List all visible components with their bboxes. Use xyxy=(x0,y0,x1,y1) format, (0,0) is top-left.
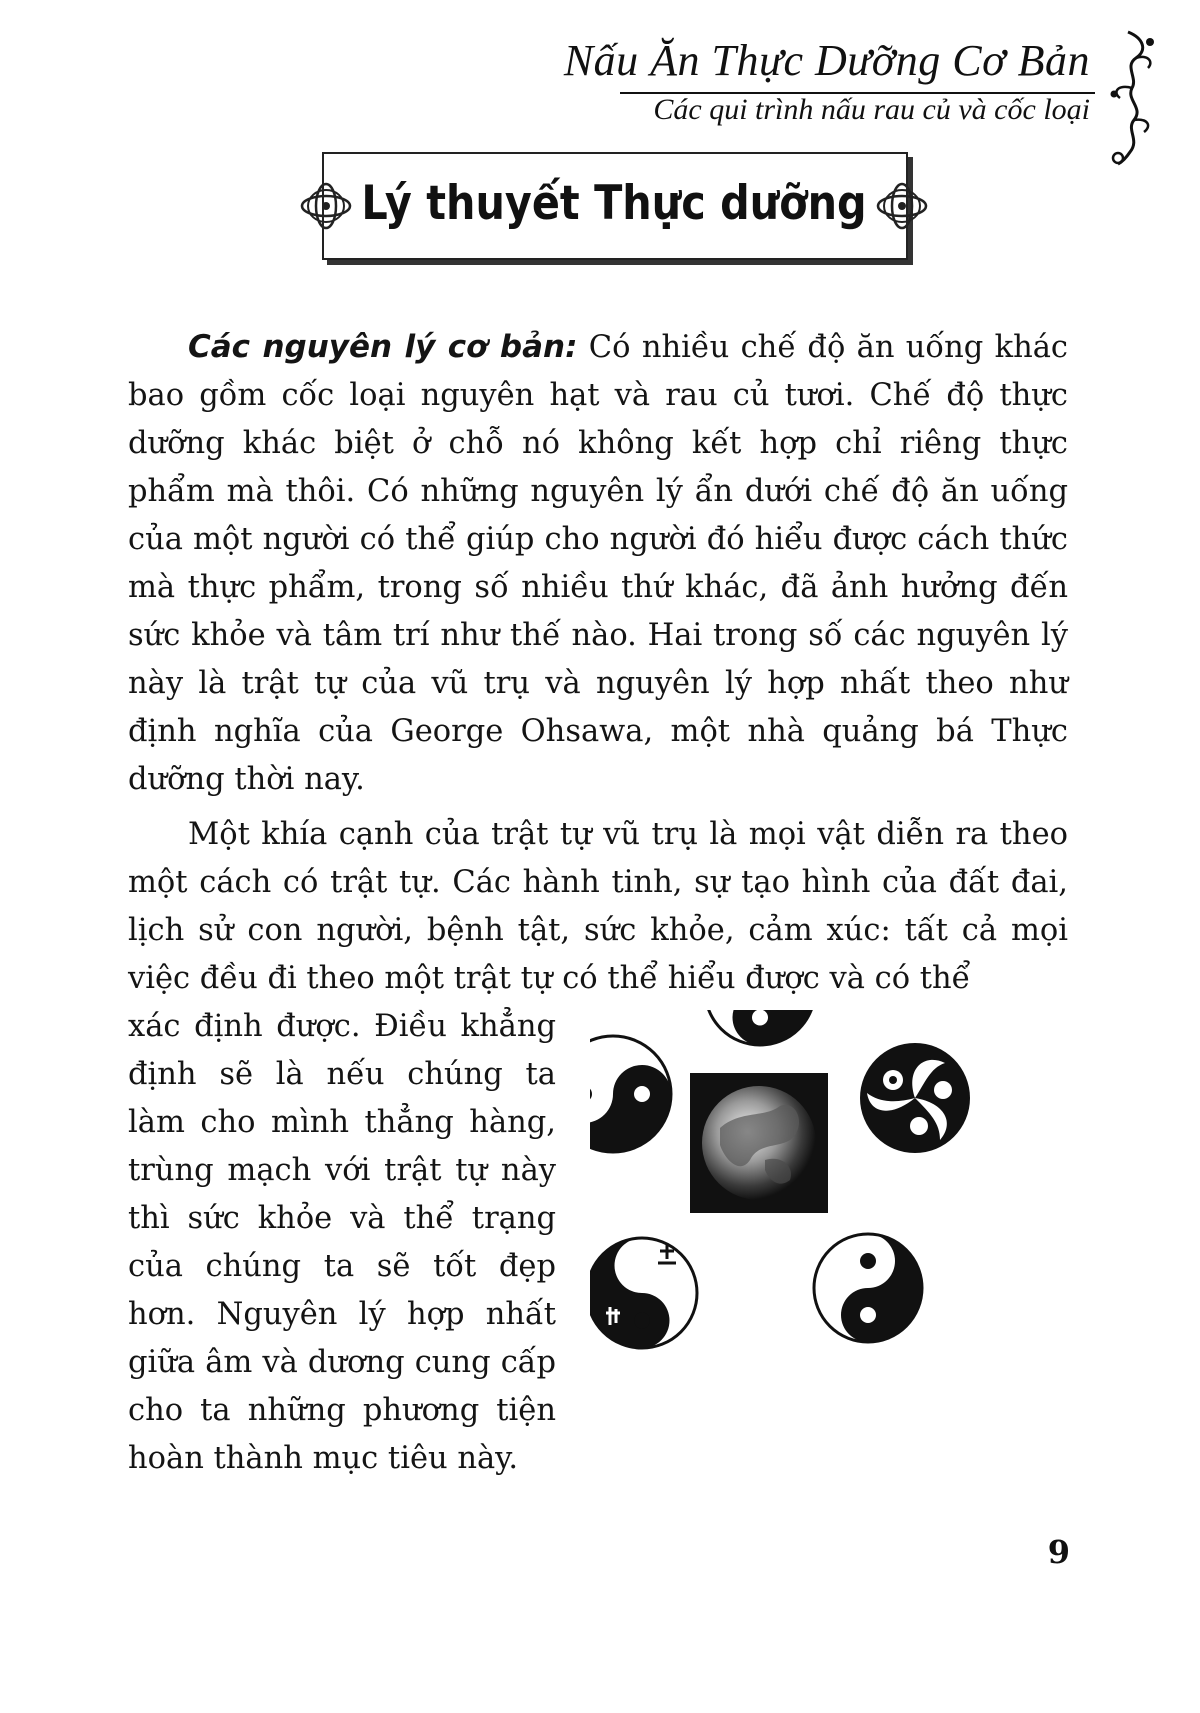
page-number: 9 xyxy=(1047,1533,1070,1571)
paragraph-principles xyxy=(128,323,1068,804)
vine-ornament-icon xyxy=(1098,28,1158,168)
running-header xyxy=(564,36,1090,130)
chapter-banner xyxy=(316,152,912,262)
paragraph-cosmic-order-continued: xác định được. Điều khẳng định sẽ là nếu chúng ta làm cho mình thẳng hàng, trùng mạch với trật tự này thì sức khỏe và thể trạng của chúng ta sẽ tốt đẹp hơn. Nguyên lý hợp nhất giữa âm và dương cung cấp cho ta những phương tiện hoàn thành mục tiêu này. xyxy=(128,1009,556,1476)
chapter-title: Lý thuyết Thực dưỡng xyxy=(361,176,867,231)
chapter-subtitle: Các qui trình nấu rau củ và cốc loại xyxy=(653,93,1090,126)
yin-yang-earth-icon xyxy=(590,1010,1090,1510)
celtic-knot-icon xyxy=(874,180,930,232)
paragraph-cosmic-order: Một khía cạnh của trật tự vũ trụ là mọi vật diễn ra theo một cách có trật tự. Các hành tinh, sự tạo hình của đất đai, lịch sử con người, bệnh tật, sức khỏe, cảm xúc: tất cả mọi việc đều đi theo một trật tự có thể hiểu được và có thể xyxy=(128,817,1068,996)
celtic-knot-icon xyxy=(298,180,354,232)
paragraph-text: Có nhiều chế độ ăn uống khác bao gồm cốc loại nguyên hạt và rau củ tươi. Chế độ thực dưỡng khác biệt ở chỗ nó không kết hợp chỉ riêng thực phẩm mà thôi. Có những nguyên lý ẩn dưới chế độ ăn uống của một người có thể giúp cho người đó hiểu được cách thức mà thực phẩm, trong số nhiều thứ khác, đã ảnh hưởng đến sức khỏe và tâm trí như thế nào. Hai trong số các nguyên lý này là trật tự của vũ trụ và nguyên lý hợp nhất theo như định nghĩa của George Ohsawa, một nhà quảng bá Thực dưỡng thời nay. xyxy=(128,330,1068,797)
paragraph-lead-in: Các nguyên lý cơ bản: xyxy=(188,329,578,365)
book-title: Nấu Ăn Thực Dưỡng Cơ Bản xyxy=(563,36,1090,85)
header-rule xyxy=(620,92,1095,94)
